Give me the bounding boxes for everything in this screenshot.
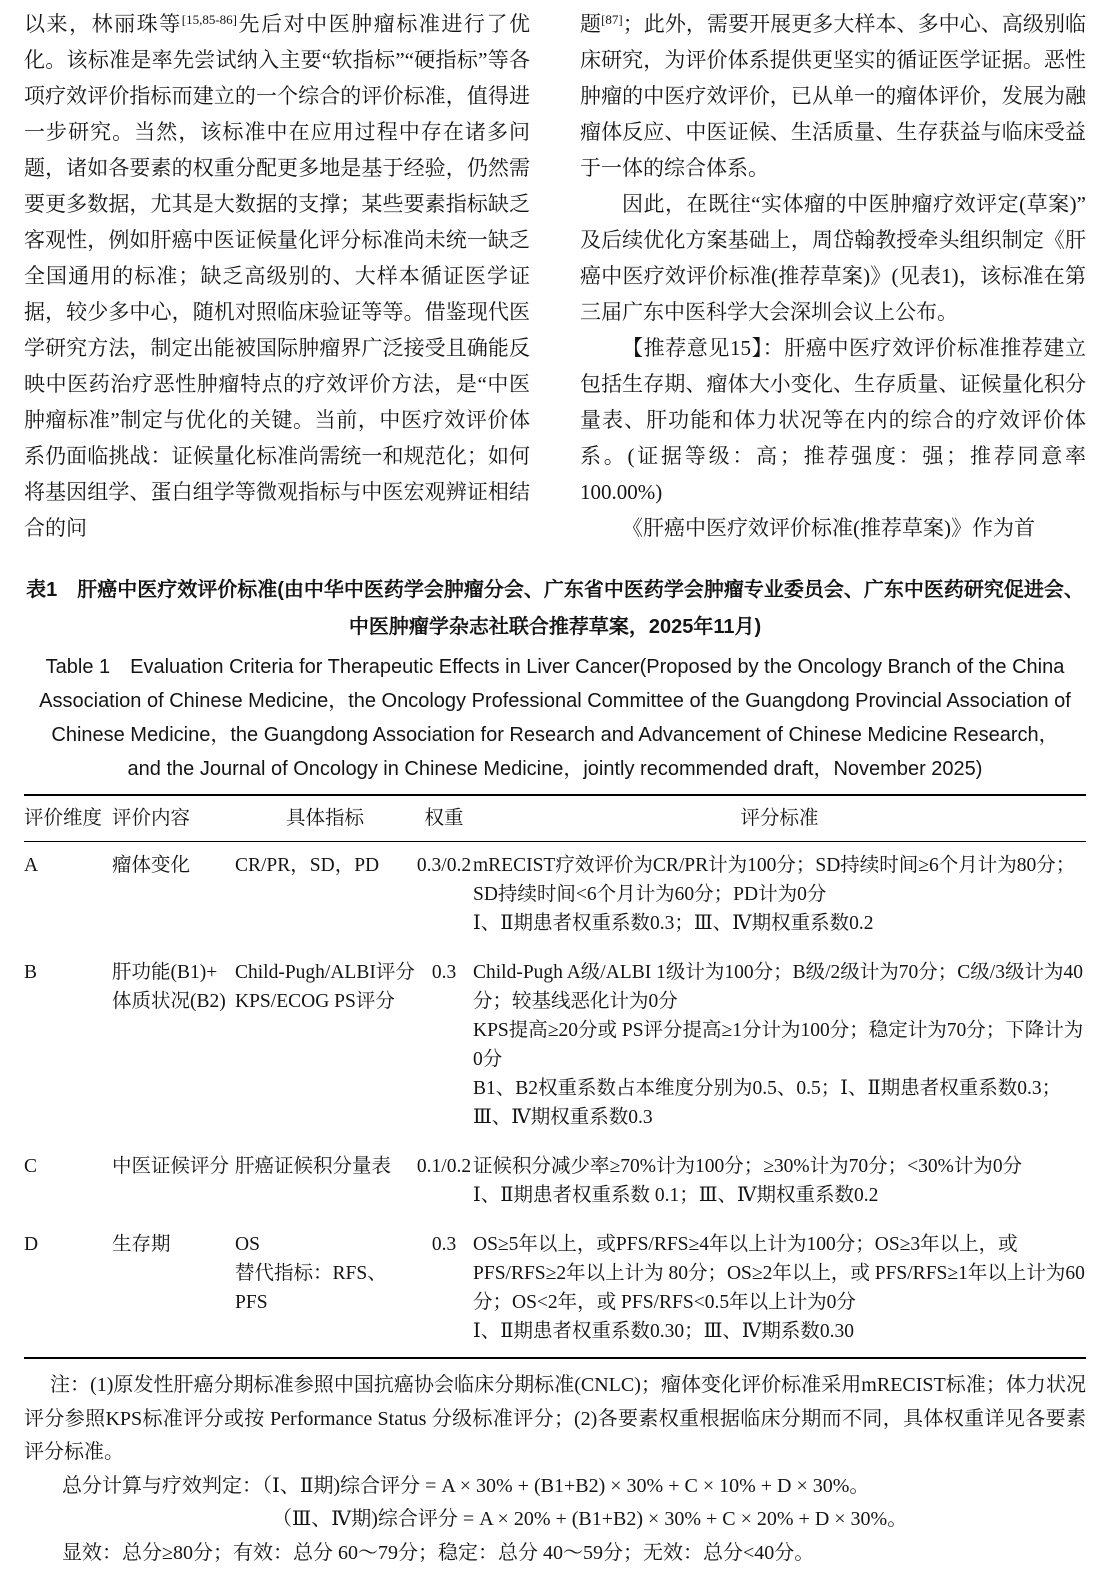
table-caption-english-line: Chinese Medicine，the Guangdong Association for Research and Advancement of Chinese Medicine Research， — [24, 718, 1086, 752]
cell-line: KPS/ECOG PS评分 — [235, 987, 415, 1016]
table-caption-chinese — [24, 572, 1086, 646]
paragraph: 以来，林丽珠等[15,85-86]先后对中医肿瘤标准进行了优化。该标准是率先尝试纳入主要“软指标”“硬指标”等各项疗效评价指标而建立的一个综合的评价标准，值得进一步研究。当然，该标准中在应用过程中存在诸多问题，诸如各要素的权重分配更多地是基于经验，仍然需要更多数据，尤其是大数据的支撑；某些要素指标缺乏客观性，例如肝癌中医证候量化评分标准尚未统一缺乏全国通用的标准；缺乏高级别的、大样本循证医学证据，较少多中心，随机对照临床验证等等。借鉴现代医学研究方法，制定出能被国际肿瘤界广泛接受且确能反映中医药治疗恶性肿瘤特点的疗效评价方法，是“中医肿瘤标准”制定与优化的关键。当前，中医疗效评价体系仍面临挑战：证候量化标准尚需统一和规范化；如何将基因组学、蛋白组学等微观指标与中医宏观辨证相结合的问 — [24, 6, 530, 546]
cell-line: 体质状况(B2) — [112, 987, 235, 1016]
table-notes — [24, 1369, 1086, 1570]
cell-line: 肝癌证候积分量表 — [235, 1152, 415, 1181]
cell-content — [112, 1221, 235, 1358]
cell-weight: 0.3/0.2 — [415, 842, 473, 950]
table-row — [24, 842, 1086, 950]
cell-dimension: A — [24, 842, 112, 950]
cell-line: 肝功能(B1)+ — [112, 958, 235, 987]
cell-criteria — [473, 842, 1086, 950]
table-footnote: 注：(1)原发性肝癌分期标准参照中国抗癌协会临床分期标准(CNLC)；瘤体变化评价标准采用mRECIST标准；体力状况评分参照KPS标准评分或按 Performance Status 分级标准评分；(2)各要素权重根据临床分期而不同，具体权重详见各要素评分标准。 — [24, 1369, 1086, 1470]
table-caption-english — [24, 650, 1086, 786]
table-caption-chinese-line: 表1 肝癌中医疗效评价标准(由中华中医药学会肿瘤分会、广东省中医药学会肿瘤专业委员会、广东中医药研究促进会、 — [24, 572, 1086, 609]
paragraph: 题[87]；此外，需要开展更多大样本、多中心、高级别临床研究，为评价体系提供更坚实的循证医学证据。恶性肿瘤的中医疗效评价，已从单一的瘤体评价，发展为融瘤体反应、中医证候、生活质量、生存获益与临床受益于一体的综合体系。 — [580, 6, 1086, 186]
evaluation-criteria-table — [24, 794, 1086, 1359]
cell-line: KPS提高≥20分或 PS评分提高≥1分计为100分；稳定计为70分；下降计为0分 — [473, 1016, 1086, 1074]
score-formula-stage12: 总分计算与疗效判定：（Ⅰ、Ⅱ期)综合评分 = A × 30% + (B1+B2) × 30% + C × 10% + D × 30%。 — [24, 1470, 1086, 1504]
cell-line: 中医证候评分 — [112, 1152, 235, 1181]
cell-indicator — [235, 1221, 415, 1358]
cell-dimension: B — [24, 949, 112, 1143]
cell-line: Child-Pugh A级/ALBI 1级计为100分；B级/2级计为70分；C级/3级计为40分；较基线恶化计为0分 — [473, 958, 1086, 1016]
cell-line: Child-Pugh/ALBI评分 — [235, 958, 415, 987]
body-text-columns — [24, 6, 1086, 546]
text-column-left — [24, 6, 530, 546]
paragraph: 《肝癌中医疗效评价标准(推荐草案)》作为首 — [580, 510, 1086, 546]
table-caption-english-line: Association of Chinese Medicine，the Oncology Professional Committee of the Guangdong Provincial Association of — [24, 684, 1086, 718]
table-header-row — [24, 795, 1086, 842]
paragraph: 【推荐意见15】：肝癌中医疗效评价标准推荐建立包括生存期、瘤体大小变化、生存质量、证候量化积分量表、肝功能和体力状况等在内的综合的疗效评价体系。(证据等级：高；推荐强度：强；推荐同意率100.00%) — [580, 330, 1086, 510]
column-header-content: 评价内容 — [112, 795, 235, 842]
cell-indicator — [235, 949, 415, 1143]
score-formula-stage34: （Ⅲ、Ⅳ期)综合评分 = A × 20% + (B1+B2) × 30% + C × 20% + D × 30%。 — [24, 1503, 1086, 1537]
cell-content — [112, 1143, 235, 1221]
cell-criteria — [473, 1221, 1086, 1358]
cell-dimension: C — [24, 1143, 112, 1221]
cell-line: 证候积分减少率≥70%计为100分；≥30%计为70分；<30%计为0分 — [473, 1152, 1086, 1181]
cell-content — [112, 842, 235, 950]
cell-dimension: D — [24, 1221, 112, 1358]
cell-line: 瘤体变化 — [112, 851, 235, 880]
cell-criteria — [473, 949, 1086, 1143]
cell-line: Ⅰ、Ⅱ期患者权重系数0.30；Ⅲ、Ⅳ期系数0.30 — [473, 1317, 1086, 1346]
cell-weight: 0.3 — [415, 1221, 473, 1358]
cell-weight: 0.1/0.2 — [415, 1143, 473, 1221]
cell-weight: 0.3 — [415, 949, 473, 1143]
cell-line: OS≥5年以上，或PFS/RFS≥4年以上计为100分；OS≥3年以上，或 PFS/RFS≥2年以上计为 80分；OS≥2年以上，或 PFS/RFS≥1年以上计为60分；OS<2年，或 PFS/RFS<0.5年以上计为0分 — [473, 1230, 1086, 1317]
column-header-indicator: 具体指标 — [235, 795, 415, 842]
cell-line: B1、B2权重系数占本维度分别为0.5、0.5；Ⅰ、Ⅱ期患者权重系数0.3；Ⅲ、Ⅳ期权重系数0.3 — [473, 1074, 1086, 1132]
table-caption-english-line: and the Journal of Oncology in Chinese Medicine，jointly recommended draft，November 2025) — [24, 752, 1086, 786]
table-caption-english-line: Table 1 Evaluation Criteria for Therapeutic Effects in Liver Cancer(Proposed by the Oncology Branch of the China — [24, 650, 1086, 684]
cell-line: mRECIST疗效评价为CR/PR计为100分；SD持续时间≥6个月计为80分；SD持续时间<6个月计为60分；PD计为0分 — [473, 851, 1086, 909]
text-column-right — [580, 6, 1086, 546]
table-row — [24, 949, 1086, 1143]
table-row — [24, 1143, 1086, 1221]
column-header-criteria: 评分标准 — [473, 795, 1086, 842]
cell-criteria — [473, 1143, 1086, 1221]
table-caption-chinese-line: 中医肿瘤学杂志社联合推荐草案，2025年11月) — [24, 609, 1086, 646]
cell-indicator — [235, 1143, 415, 1221]
column-header-dimension: 评价维度 — [24, 795, 112, 842]
cell-indicator — [235, 842, 415, 950]
efficacy-grading-rule: 显效：总分≥80分；有效：总分 60～79分；稳定：总分 40～59分；无效：总分<40分。 — [24, 1537, 1086, 1570]
cell-line: 生存期 — [112, 1230, 235, 1259]
cell-line: Ⅰ、Ⅱ期患者权重系数 0.1；Ⅲ、Ⅳ期权重系数0.2 — [473, 1181, 1086, 1210]
paragraph: 因此，在既往“实体瘤的中医肿瘤疗效评定(草案)”及后续优化方案基础上，周岱翰教授牵头组织制定《肝癌中医疗效评价标准(推荐草案)》(见表1)，该标准在第三届广东中医科学大会深圳会议上公布。 — [580, 186, 1086, 330]
cell-line: OS — [235, 1230, 415, 1259]
citation-superscript: [87] — [601, 12, 623, 27]
citation-superscript: [15,85-86] — [182, 12, 237, 27]
cell-line: CR/PR，SD，PD — [235, 851, 415, 880]
column-header-weight: 权重 — [415, 795, 473, 842]
cell-line: Ⅰ、Ⅱ期患者权重系数0.3；Ⅲ、Ⅳ期权重系数0.2 — [473, 909, 1086, 938]
table-row — [24, 1221, 1086, 1358]
cell-content — [112, 949, 235, 1143]
cell-line: 替代指标：RFS、PFS — [235, 1259, 415, 1317]
